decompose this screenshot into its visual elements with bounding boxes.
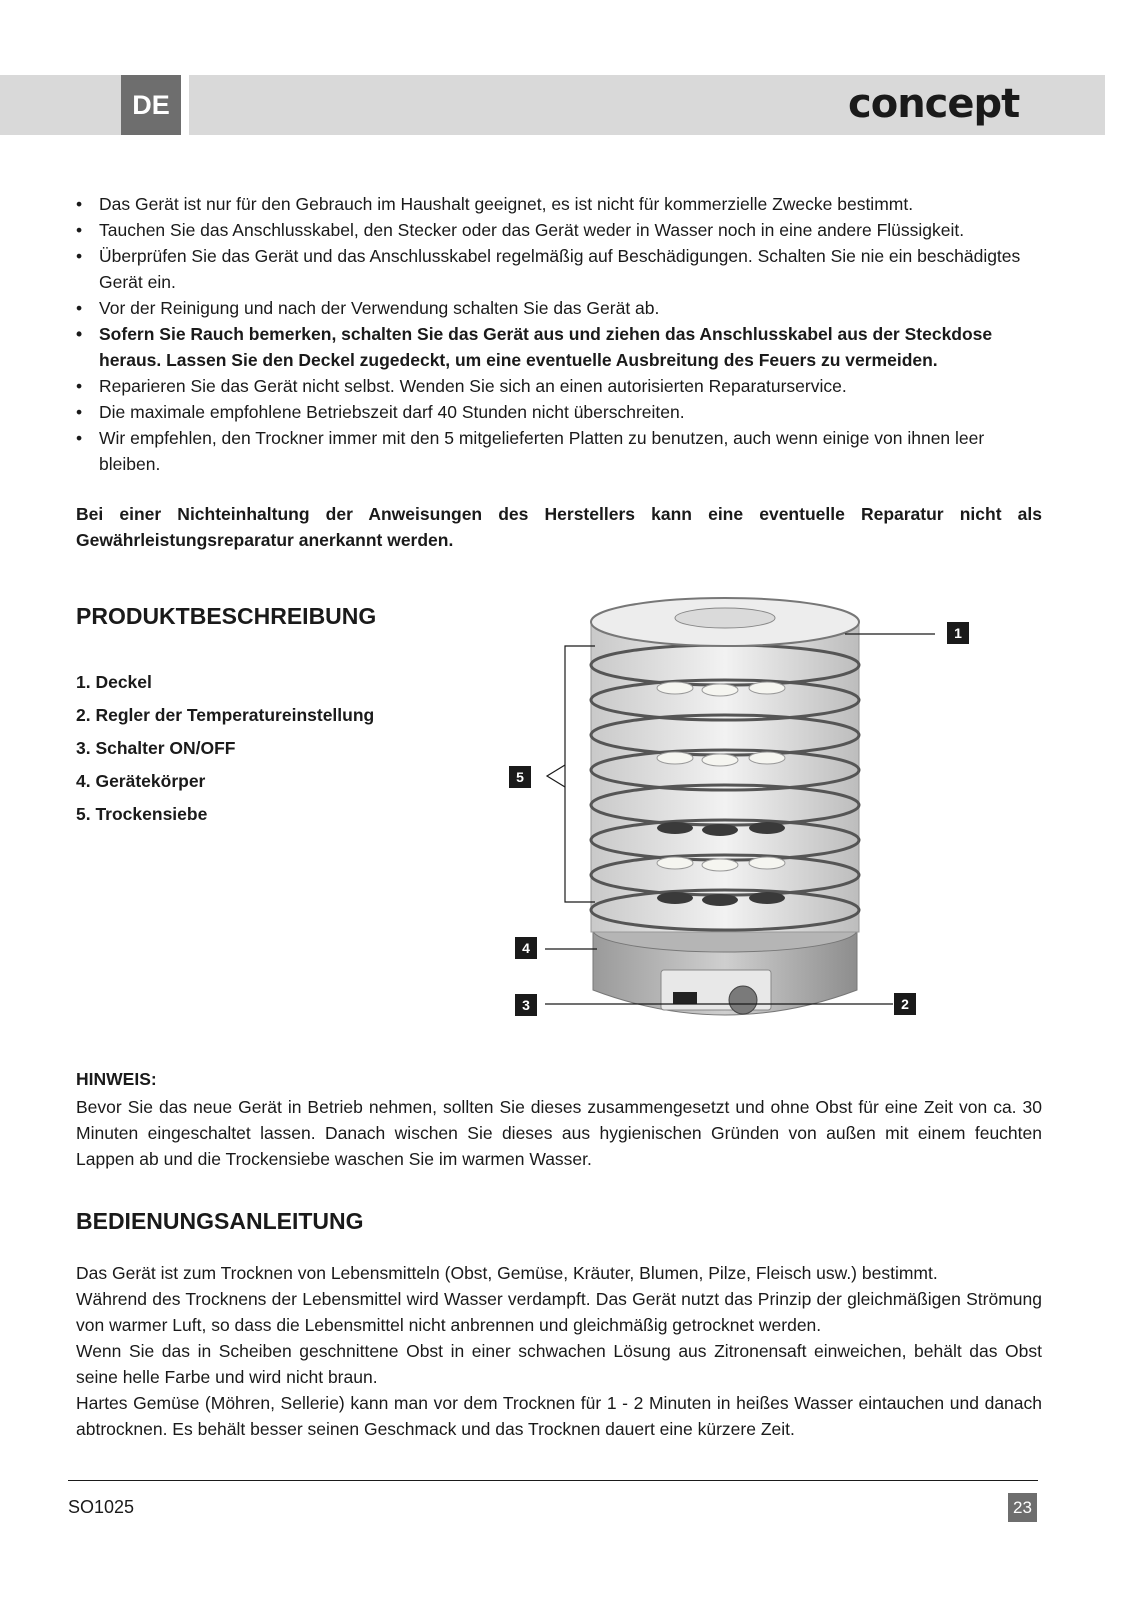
safety-bullet: • Überprüfen Sie das Gerät und das Anschlusskabel regelmäßig auf Beschädigungen. Schalten Sie nie ein beschädigtes Gerät ein. <box>76 243 1042 295</box>
usage-paragraph: Das Gerät ist zum Trocknen von Lebensmitteln (Obst, Gemüse, Kräuter, Blumen, Pilze, Fleisch usw.) bestimmt. <box>76 1263 938 1283</box>
callout-5: 5 <box>509 766 531 788</box>
callout-4: 4 <box>515 937 537 959</box>
footer-divider <box>68 1480 1038 1481</box>
callout-3: 3 <box>515 994 537 1016</box>
usage-paragraph: Hartes Gemüse (Möhren, Sellerie) kann man vor dem Trocknen für 1 - 2 Minuten in heißes Wasser eintauchen und danach abtrocknen. Es behält besser seinen Geschmack und das Trocknen dauert eine kürzere Zeit. <box>76 1393 1042 1439</box>
warranty-warning: Bei einer Nichteinhaltung der Anweisungen des Herstellers kann eine eventuelle Reparatur nicht als Gewährleistungsreparatur anerkannt werden. <box>76 504 1042 550</box>
safety-bullet-smoke-warning: • Sofern Sie Rauch bemerken, schalten Sie das Gerät aus und ziehen das Anschlusskabel aus der Steckdose heraus. Lassen Sie den Deckel zugedeckt, um eine eventuelle Ausbreitung des Feuers zu vermeiden. <box>76 321 1042 373</box>
model-number: SO1025 <box>68 1497 135 1517</box>
dehydrator-drawing <box>505 590 935 1040</box>
note-title: HINWEIS: <box>76 1069 157 1089</box>
brand-logo: concept <box>848 81 1020 127</box>
part-item-power-switch: 3. Schalter ON/OFF <box>76 738 236 758</box>
part-item-temperature-dial: 2. Regler der Temperatureinstellung <box>76 705 375 725</box>
page-number: 23 <box>1008 1493 1037 1522</box>
header-divider <box>181 75 189 135</box>
callout-2: 2 <box>894 993 916 1015</box>
safety-bullet: • Vor der Reinigung und nach der Verwendung schalten Sie das Gerät ab. <box>76 295 1042 321</box>
usage-paragraph: Während des Trocknens der Lebensmittel wird Wasser verdampft. Das Gerät nutzt das Prinzip der gleichmäßigen Strömung von warmer Luft, so dass die Lebensmittel nicht anbrennen und gleichmäßig getrocknet werden. <box>76 1289 1042 1335</box>
safety-bullet: • Reparieren Sie das Gerät nicht selbst. Wenden Sie sich an einen autorisierten Reparaturservice. <box>76 373 1042 399</box>
language-badge: DE <box>121 75 181 135</box>
product-description-title: PRODUKTBESCHREIBUNG <box>76 603 377 629</box>
usage-title: BEDIENUNGSANLEITUNG <box>76 1208 364 1234</box>
part-item-trays: 5. Trockensiebe <box>76 804 208 824</box>
part-item-lid: 1. Deckel <box>76 672 152 692</box>
usage-paragraph: Wenn Sie das in Scheiben geschnittene Obst in einer schwachen Lösung aus Zitronensaft einweichen, behält das Obst seine helle Farbe und wird nicht braun. <box>76 1341 1042 1387</box>
safety-bullet: • Tauchen Sie das Anschlusskabel, den Stecker oder das Gerät weder in Wasser noch in eine andere Flüssigkeit. <box>76 217 1042 243</box>
part-item-base: 4. Gerätekörper <box>76 771 206 791</box>
safety-bullet-list <box>76 191 1042 477</box>
parts-list <box>76 666 374 831</box>
usage-body <box>76 1260 1042 1442</box>
safety-bullet: • Die maximale empfohlene Betriebszeit darf 40 Stunden nicht überschreiten. <box>76 399 1042 425</box>
safety-bullet: • Das Gerät ist nur für den Gebrauch im Haushalt geeignet, es ist nicht für kommerzielle Zwecke bestimmt. <box>76 191 1042 217</box>
note-body: Bevor Sie das neue Gerät in Betrieb nehmen, sollten Sie dieses zusammengesetzt und ohne Obst für eine Zeit von ca. 30 Minuten eingeschaltet lassen. Danach wischen Sie dieses aus hygienischen Gründen von außen mit einem feuchten Lappen ab und die Trockensiebe waschen Sie im warmen Wasser. <box>76 1097 1042 1169</box>
dehydrator-illustration <box>505 590 935 1040</box>
callout-1: 1 <box>947 622 969 644</box>
safety-bullet: • Wir empfehlen, den Trockner immer mit den 5 mitgelieferten Platten zu benutzen, auch wenn einige von ihnen leer bleiben. <box>76 425 1042 477</box>
